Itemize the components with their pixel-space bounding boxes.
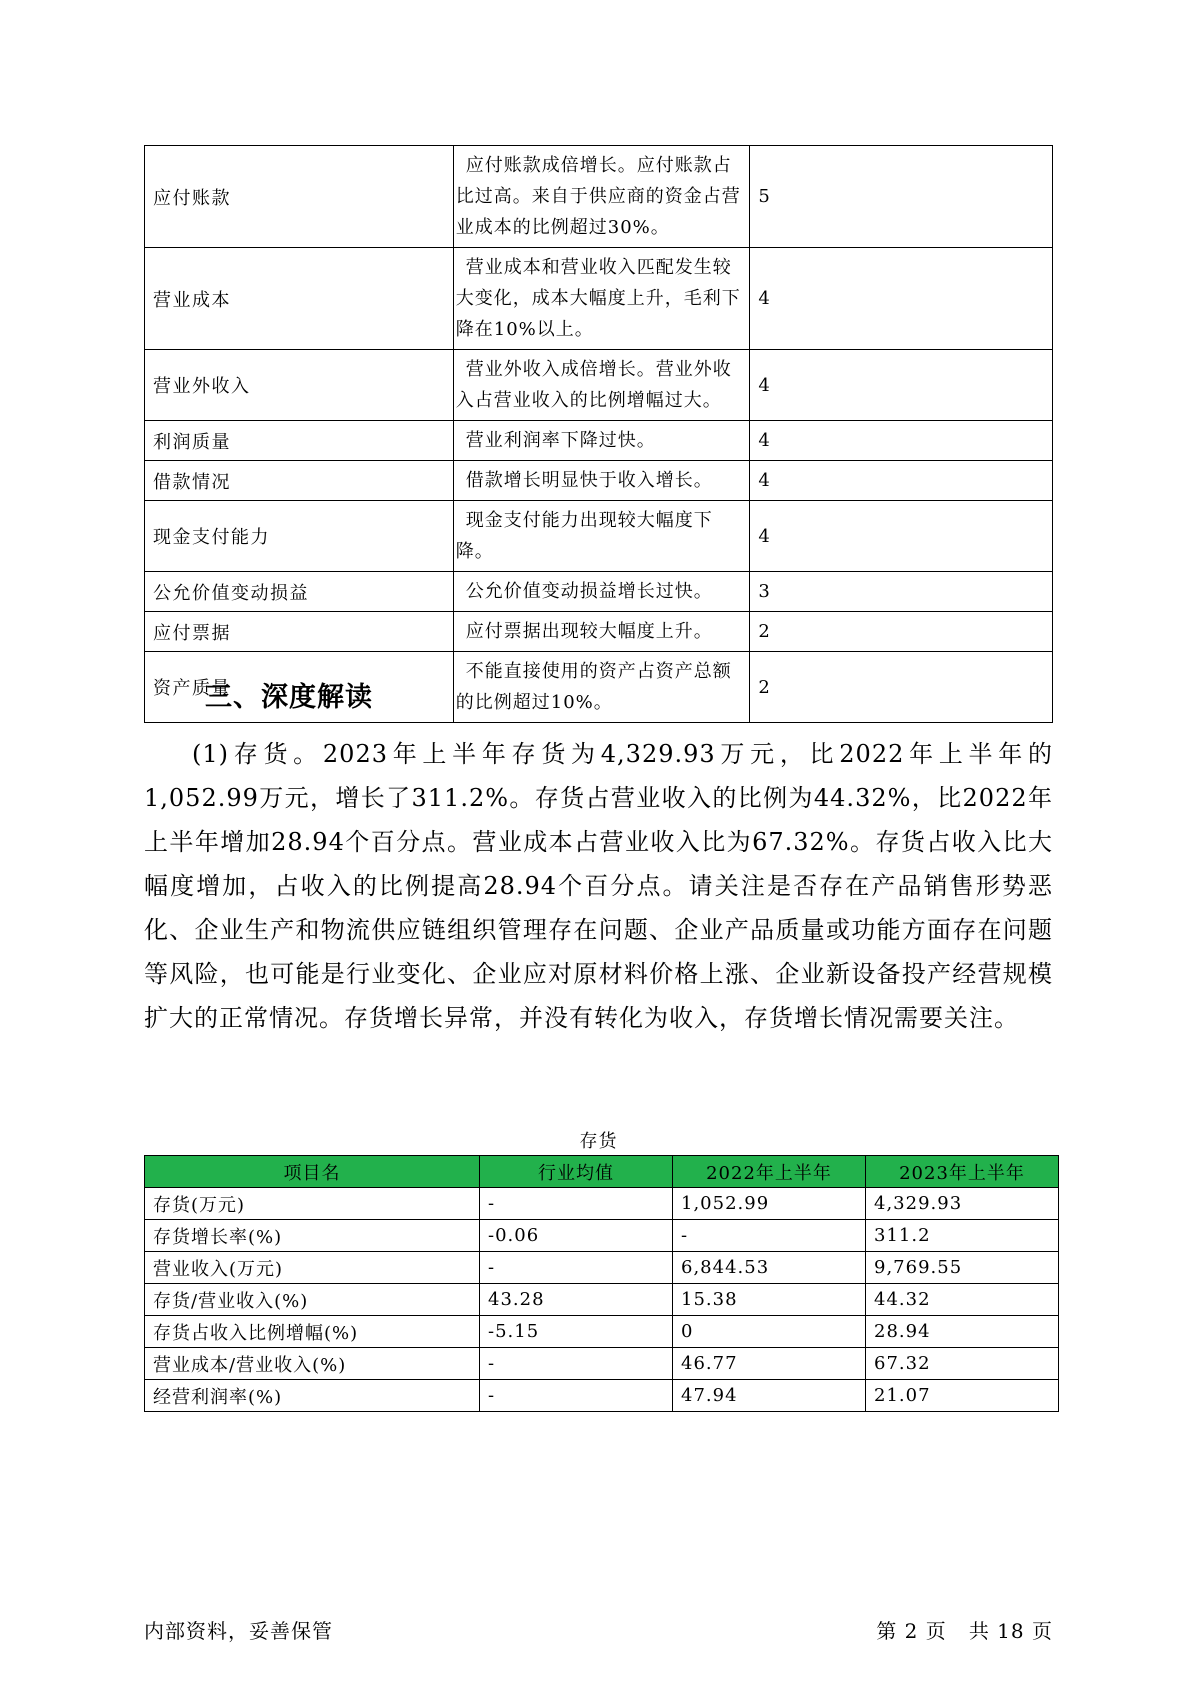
table-row [145,1284,1059,1316]
risk-item-description: 现金支付能力出现较大幅度下降。 [453,501,750,572]
table-cell: 营业收入(万元) [145,1252,480,1284]
table-cell: 43.28 [480,1284,673,1316]
column-header: 2023年上半年 [866,1156,1059,1188]
table-row [145,350,1053,421]
risk-item-score: 4 [750,350,1053,421]
table-cell: 15.38 [673,1284,866,1316]
risk-indicator-table [144,145,1053,723]
risk-item-description: 公允价值变动损益增长过快。 [453,572,750,612]
risk-item-score: 2 [750,652,1053,723]
table-cell: 经营利润率(%) [145,1380,480,1412]
risk-item-name: 应付票据 [145,612,454,652]
table-cell: 存货占收入比例增幅(%) [145,1316,480,1348]
table-cell: 存货/营业收入(%) [145,1284,480,1316]
column-header: 行业均值 [480,1156,673,1188]
table-cell: 9,769.55 [866,1252,1059,1284]
risk-item-score: 5 [750,146,1053,248]
table-cell: 21.07 [866,1380,1059,1412]
risk-item-score: 4 [750,461,1053,501]
footer-confidential-note: 内部资料，妥善保管 [144,1619,333,1643]
analysis-paragraph: (1)存货。2023年上半年存货为4,329.93万元，比2022年上半年的1,052.99万元，增长了311.2%。存货占营业收入的比例为44.32%，比2022年上半年增加28.94个百分点。营业成本占营业收入比为67.32%。存货占收入比大幅度增加，占收入的比例提高28.94个百分点。请关注是否存在产品销售形势恶化、企业生产和物流供应链组织管理存在问题、企业产品质量或功能方面存在问题等风险，也可能是行业变化、企业应对原材料价格上涨、企业新设备投产经营规模扩大的正常情况。存货增长异常，并没有转化为收入，存货增长情况需要关注。 [144,740,1053,1032]
risk-item-name: 现金支付能力 [145,501,454,572]
table-cell: 6,844.53 [673,1252,866,1284]
risk-item-name: 借款情况 [145,461,454,501]
table-cell: 47.94 [673,1380,866,1412]
table-cell: -5.15 [480,1316,673,1348]
table-cell: 4,329.93 [866,1188,1059,1220]
table-row [145,612,1053,652]
table-cell: - [480,1348,673,1380]
risk-item-description: 不能直接使用的资产占资产总额的比例超过10%。 [453,652,750,723]
table-row [145,1220,1059,1252]
risk-item-description: 营业利润率下降过快。 [453,421,750,461]
table-cell: 1,052.99 [673,1188,866,1220]
table-row [145,1188,1059,1220]
table-cell: 311.2 [866,1220,1059,1252]
table-cell: - [673,1220,866,1252]
table-row [145,1348,1059,1380]
table-cell: 44.32 [866,1284,1059,1316]
risk-item-description: 应付账款成倍增长。应付账款占比过高。来自于供应商的资金占营业成本的比例超过30%。 [453,146,750,248]
table-row [145,1316,1059,1348]
risk-item-score: 4 [750,421,1053,461]
risk-item-description: 应付票据出现较大幅度上升。 [453,612,750,652]
risk-item-name: 利润质量 [145,421,454,461]
risk-item-name: 公允价值变动损益 [145,572,454,612]
risk-item-name: 营业外收入 [145,350,454,421]
table-row [145,1252,1059,1284]
risk-item-score: 4 [750,248,1053,350]
footer-page-number: 第 2 页 共 18 页 [876,1619,1053,1643]
risk-item-description: 营业外收入成倍增长。营业外收入占营业收入的比例增幅过大。 [453,350,750,421]
risk-item-description: 营业成本和营业收入匹配发生较大变化，成本大幅度上升，毛利下降在10%以上。 [453,248,750,350]
table-row [145,501,1053,572]
table-cell: 28.94 [866,1316,1059,1348]
table-cell: 0 [673,1316,866,1348]
table-cell: - [480,1380,673,1412]
section-heading: 三、深度解读 [205,682,373,713]
table-row [145,248,1053,350]
table-cell: 存货增长率(%) [145,1220,480,1252]
table-row [145,572,1053,612]
risk-item-score: 2 [750,612,1053,652]
table-cell: 46.77 [673,1348,866,1380]
table-cell: 67.32 [866,1348,1059,1380]
column-header: 项目名 [145,1156,480,1188]
column-header: 2022年上半年 [673,1156,866,1188]
table-cell: - [480,1252,673,1284]
risk-item-score: 4 [750,501,1053,572]
table-row [145,461,1053,501]
table-cell: -0.06 [480,1220,673,1252]
table-cell: - [480,1188,673,1220]
risk-item-score: 3 [750,572,1053,612]
table-row [145,146,1053,248]
table-header-row [145,1156,1059,1188]
table-cell: 营业成本/营业收入(%) [145,1348,480,1380]
risk-item-name: 应付账款 [145,146,454,248]
risk-item-name: 资产质量 [145,652,454,723]
table-cell: 存货(万元) [145,1188,480,1220]
risk-item-name: 营业成本 [145,248,454,350]
table-caption: 存货 [579,1131,618,1152]
risk-item-description: 借款增长明显快于收入增长。 [453,461,750,501]
table-row [145,421,1053,461]
inventory-table [144,1155,1059,1412]
table-row [145,1380,1059,1412]
